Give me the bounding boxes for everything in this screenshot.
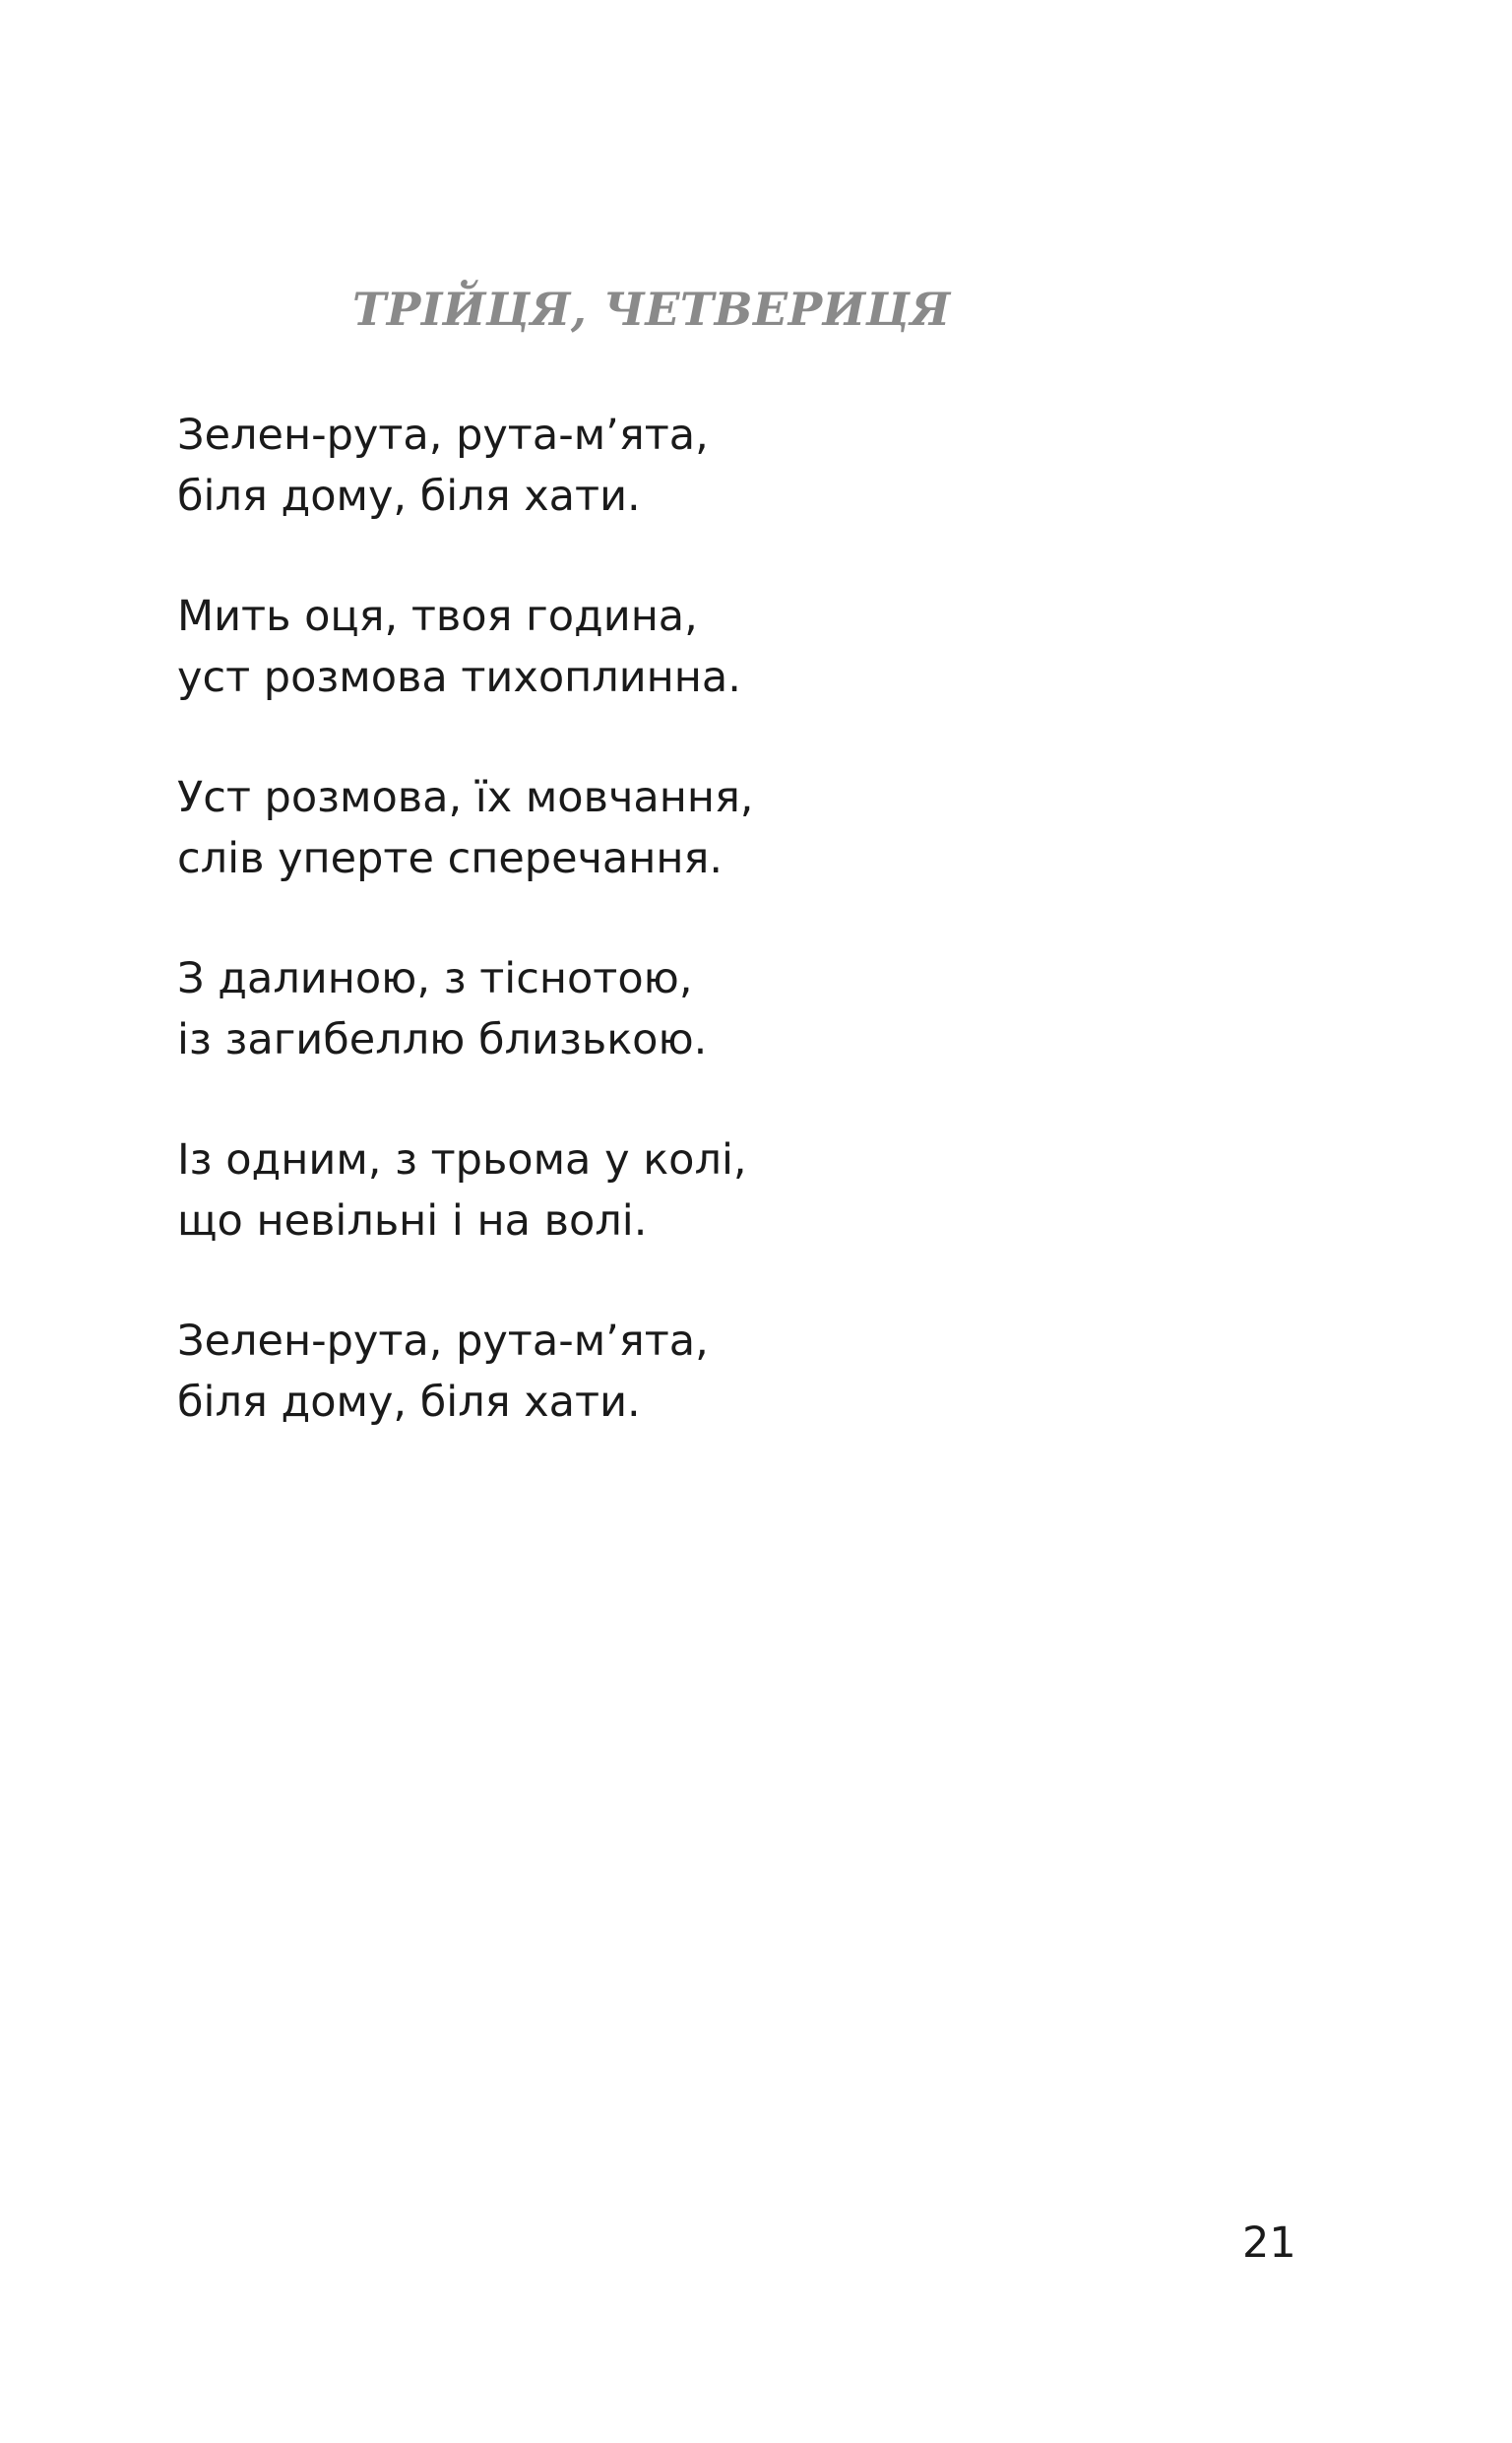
stanza	[177, 767, 1162, 889]
stanza	[177, 948, 1162, 1070]
stanza	[177, 1311, 1162, 1433]
poem-line: Мить оця, твоя година,	[177, 592, 698, 641]
poem-line: що невільні і на волі.	[177, 1196, 648, 1246]
poem-line: слів уперте сперечання.	[177, 834, 724, 883]
poem-line: Із одним, з трьома у колі,	[177, 1135, 747, 1185]
poem-line: із загибеллю близькою.	[177, 1015, 708, 1064]
poem-line: Уст розмова, їх мовчання,	[177, 773, 754, 822]
stanza	[177, 405, 1162, 527]
poem-line: біля дому, біля хати.	[177, 1378, 641, 1427]
poem-line: Зелен-рута, рута-м’ята,	[177, 1317, 709, 1366]
page-number: 21	[1242, 2218, 1296, 2268]
poem-line: З далиною, з тіснотою,	[177, 954, 693, 1003]
poem-body	[177, 405, 1162, 1492]
stanza	[177, 1129, 1162, 1252]
poem-line: уст розмова тихоплинна.	[177, 653, 741, 702]
poem-line: біля дому, біля хати.	[177, 472, 641, 521]
stanza	[177, 586, 1162, 708]
poem-line: Зелен-рута, рута-м’ята,	[177, 411, 709, 460]
poem-title: ТРІЙЦЯ, ЧЕТВЕРИЦЯ	[352, 283, 951, 336]
